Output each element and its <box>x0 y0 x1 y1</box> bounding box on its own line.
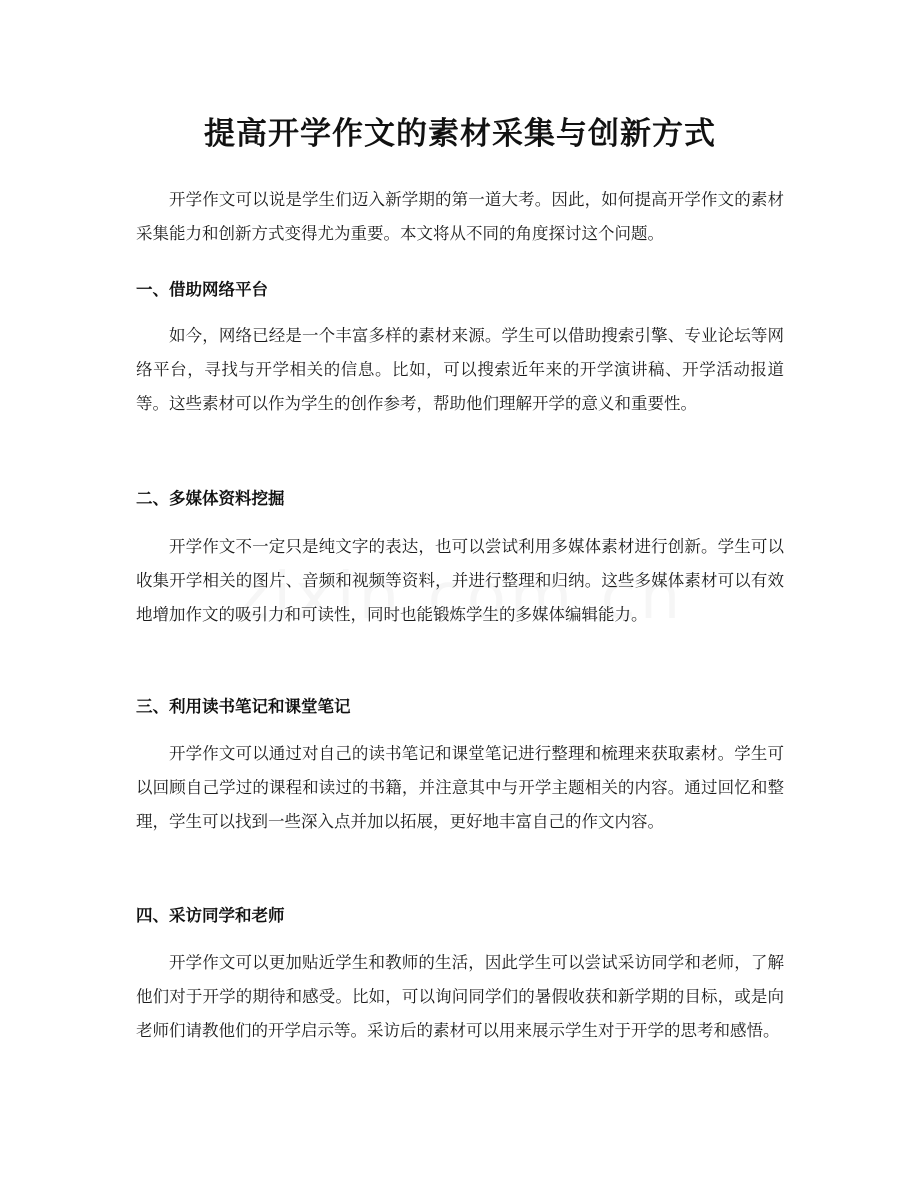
page-title: 提高开学作文的素材采集与创新方式 <box>204 116 716 152</box>
section-heading-2: 二、多媒体资料挖掘 <box>136 489 285 508</box>
intro-paragraph: 开学作文可以说是学生们迈入新学期的第一道大考。因此，如何提高开学作文的素材采集能力和创新方式变得尤为重要。本文将从不同的角度探讨这个问题。 <box>136 190 784 243</box>
section-body-3: 开学作文可以通过对自己的读书笔记和课堂笔记进行整理和梳理来获取素材。学生可以回顾自己学过的课程和读过的书籍，并注意其中与开学主题相关的内容。通过回忆和整理，学生可以找到一些深入点并加以拓展，更好地丰富自己的作文内容。 <box>136 744 784 831</box>
section-body-2: 开学作文不一定只是纯文字的表达，也可以尝试利用多媒体素材进行创新。学生可以收集开学相关的图片、音频和视频等资料，并进行整理和归纳。这些多媒体素材可以有效地增加作文的吸引力和可读性，同时也能锻炼学生的多媒体编辑能力。 <box>136 537 784 624</box>
section-heading-3: 三、利用读书笔记和课堂笔记 <box>136 697 351 716</box>
section-heading-1: 一、借助网络平台 <box>136 280 268 299</box>
section-body-1: 如今，网络已经是一个丰富多样的素材来源。学生可以借助搜索引擎、专业论坛等网络平台，寻找与开学相关的信息。比如，可以搜索近年来的开学演讲稿、开学活动报道等。这些素材可以作为学生的创作参考，帮助他们理解开学的意义和重要性。 <box>136 326 784 413</box>
section-heading-4: 四、采访同学和老师 <box>136 906 285 925</box>
section-body-4: 开学作文可以更加贴近学生和教师的生活，因此学生可以尝试采访同学和老师，了解他们对于开学的期待和感受。比如，可以询问同学们的暑假收获和新学期的目标，或是向老师们请教他们的开学启示等。采访后的素材可以用来展示学生对于开学的思考和感悟。 <box>136 953 784 1040</box>
